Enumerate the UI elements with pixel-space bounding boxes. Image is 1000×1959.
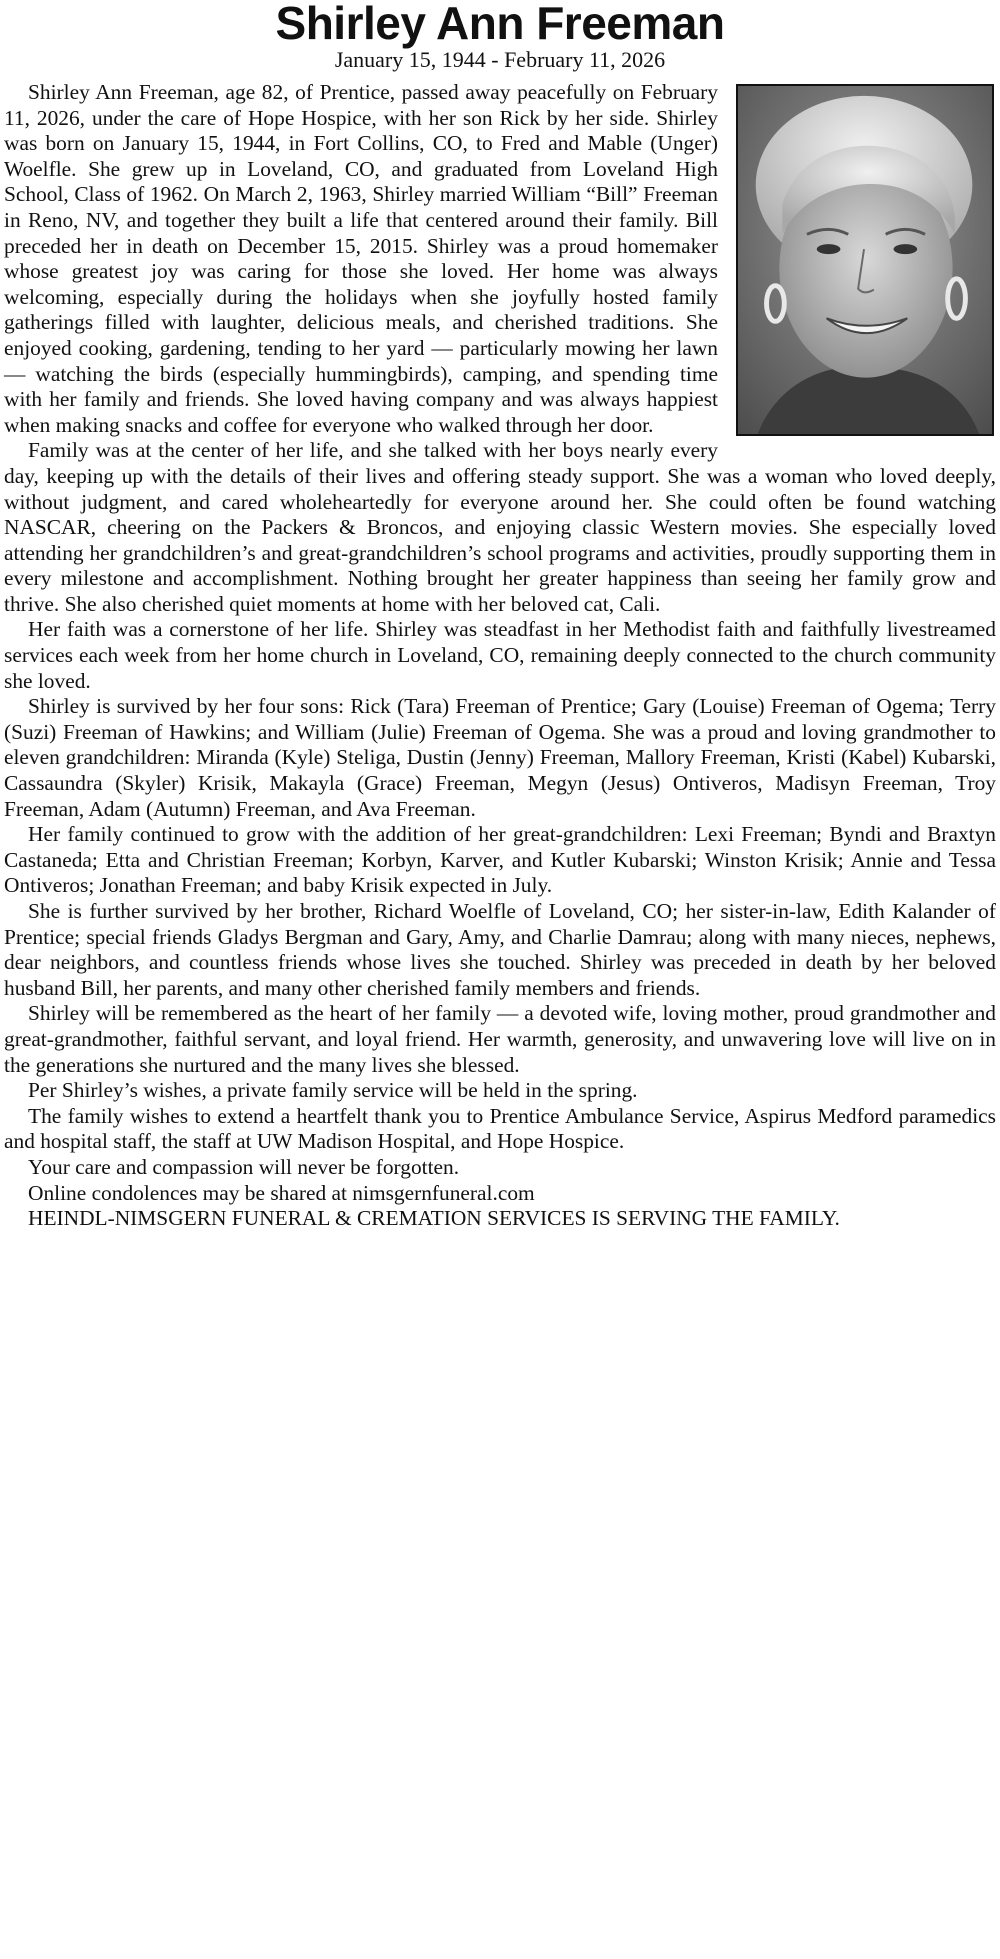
- paragraph-2: Family was at the center of her life, and she talked with her boys nearly every day, keeping up with the details of their lives and offering steady support. She was a woman who loved deeply, without judgment, and cared wholeheartedly for everyone around her. She could often be found watching NASCAR, cheering on the Packers & Broncos, and enjoying classic Western movies. She especially loved attending her grandchildren’s and great-grandchildren’s school programs and activities, proudly supporting them in every milestone and accomplishment. Nothing brought her greater happiness than seeing her family grow and thrive. She also cherished quiet moments at home with her beloved cat, Cali.: [4, 438, 996, 616]
- paragraph-1: Shirley Ann Freeman, age 82, of Prentice, passed away peacefully on February 11, 2026, under the care of Hope Hospice, with her son Rick by her side. Shirley was born on January 15, 1944, in Fort Collins, CO, to Fred and Mable (Unger) Woelfle. She grew up in Loveland, CO, and graduated from Loveland High School, Class of 1962. On March 2, 1963, Shirley married William “Bill” Freeman in Reno, NV, and together they built a life that centered around their family. Bill preceded her in death on December 15, 2015. Shirley was a proud homemaker whose greatest joy was caring for those she loved. Her home was always welcoming, especially during the holidays when she joyfully hosted family gatherings filled with laughter, delicious meals, and cherished traditions. She enjoyed cooking, gardening, tending to her yard — particularly mowing her lawn — watching the birds (especially hummingbirds), camping, and spending time with her family and friends. She loved having company and was always happiest when making snacks and coffee for everyone who walked through her door.: [4, 80, 718, 437]
- paragraph-9: The family wishes to extend a heartfelt thank you to Prentice Ambulance Service, Aspirus Medford paramedics and hospital staff, the staff at UW Madison Hospital, and Hope Hospice.: [4, 1103, 996, 1154]
- paragraph-5: Her family continued to grow with the addition of her great-grandchildren: Lexi Freeman; Byndi and Braxtyn Castaneda; Etta and Christian Freeman; Korbyn, Karver, and Kutler Kubarski; Winston Krisik; Annie and Tessa Ontiveros; Jonathan Freeman; and baby Krisik expected in July.: [4, 822, 996, 898]
- obituary-body: [4, 80, 996, 1232]
- obituary-dates: January 15, 1944 - February 11, 2026: [334, 47, 666, 72]
- paragraph-11: Online condolences may be shared at nimsgernfuneral.com: [28, 1180, 535, 1205]
- portrait-photo: [736, 84, 994, 436]
- obituary-name-heading: Shirley Ann Freeman: [275, 0, 725, 49]
- paragraph-4: Shirley is survived by her four sons: Rick (Tara) Freeman of Prentice; Gary (Louise) Freeman of Ogema; Terry (Suzi) Freeman of Hawkins; and William (Julie) Freeman of Ogema. She was a proud and loving grandmother to eleven grandchildren: Miranda (Kyle) Steliga, Dustin (Jenny) Freeman, Mallory Freeman, Kristi (Kabel) Kubarski, Cassaundra (Skyler) Krisik, Makayla (Grace) Freeman, Megyn (Jesus) Ontiveros, Madisyn Freeman, Troy Freeman, Adam (Autumn) Freeman, and Ava Freeman.: [4, 694, 996, 821]
- portrait-illustration: [738, 86, 992, 434]
- paragraph-6: She is further survived by her brother, Richard Woelfle of Loveland, CO; her sister-in-law, Edith Kalander of Prentice; special friends Gladys Bergman and Gary, Amy, and Charlie Damrau; along with many nieces, nephews, dear neighbors, and countless friends whose lives she touched. Shirley was preceded in death by her beloved husband Bill, her parents, and many other cherished family members and friends.: [4, 899, 996, 1000]
- paragraph-10: Your care and compassion will never be forgotten.: [28, 1154, 460, 1179]
- paragraph-7: Shirley will be remembered as the heart of her family — a devoted wife, loving mother, proud grandmother and great-grandmother, faithful servant, and loyal friend. Her warmth, generosity, and unwavering love will live on in the generations she nurtured and the many lives she blessed.: [4, 1001, 996, 1077]
- paragraph-8: Per Shirley’s wishes, a private family service will be held in the spring.: [28, 1078, 638, 1103]
- paragraph-12: HEINDL-NIMSGERN FUNERAL & CREMATION SERVICES IS SERVING THE FAMILY.: [28, 1206, 840, 1231]
- paragraph-3: Her faith was a cornerstone of her life. Shirley was steadfast in her Methodist faith and faithfully livestreamed services each week from her home church in Loveland, CO, remaining deeply connected to the church community she loved.: [4, 617, 996, 693]
